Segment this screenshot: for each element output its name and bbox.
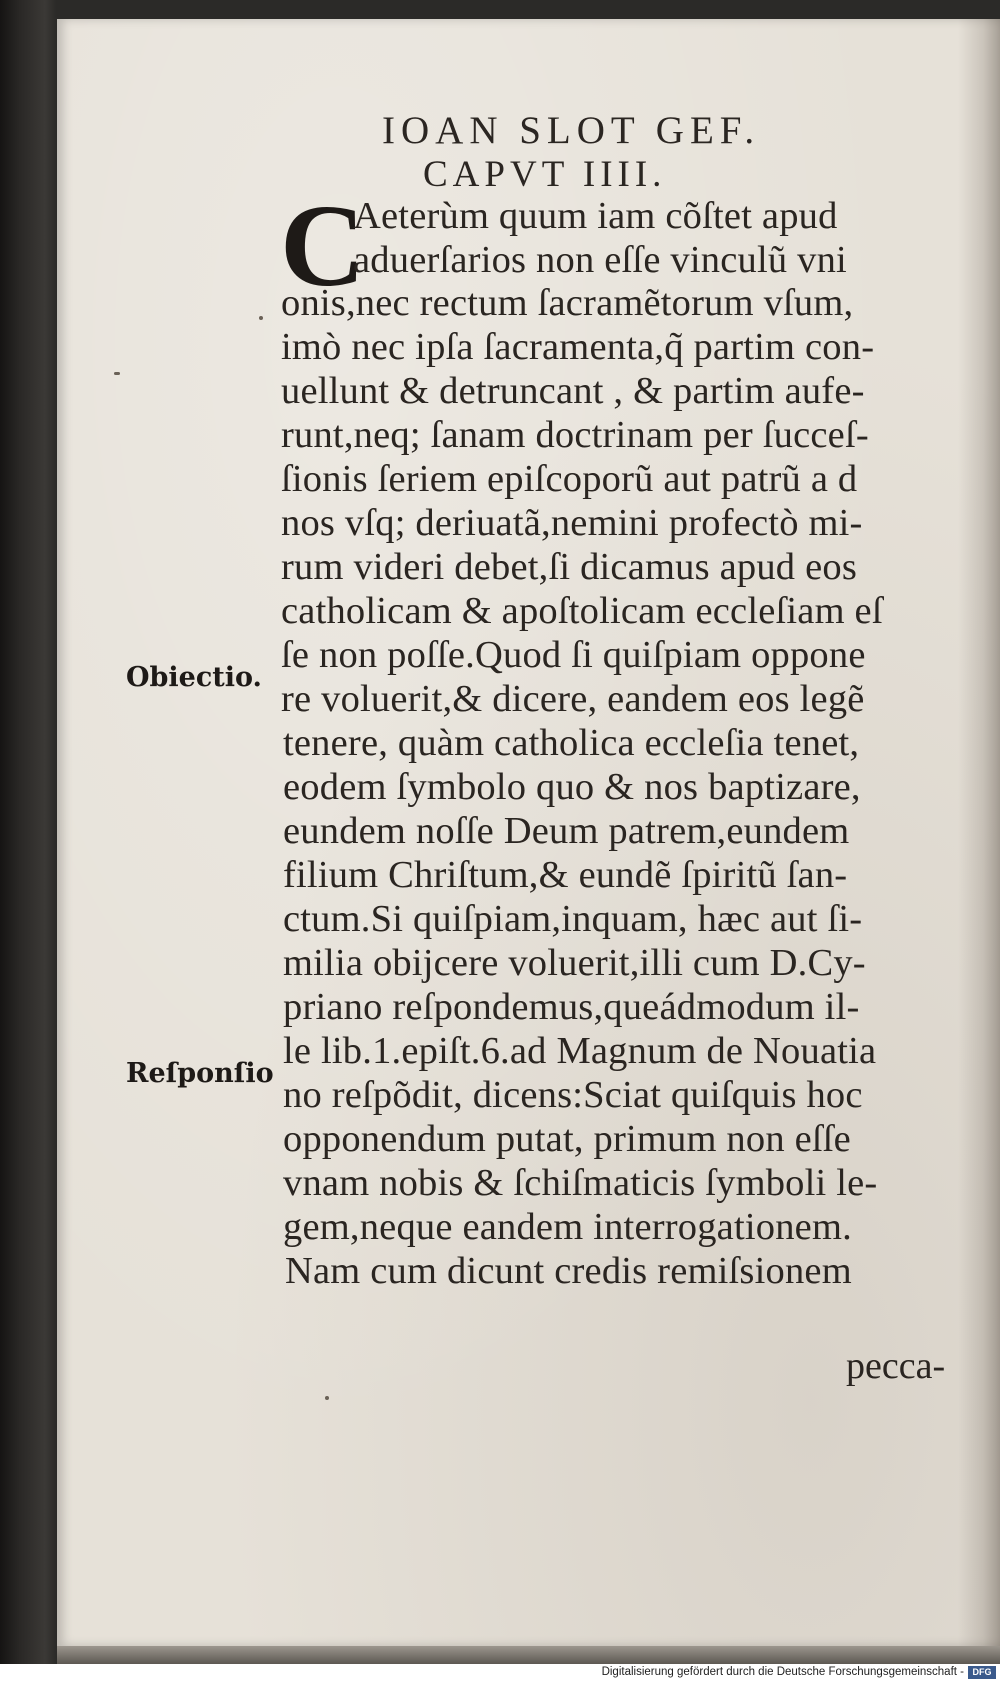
- text-line: priano reſpondemus,queádmodum il-: [283, 986, 860, 1028]
- footer-credit: Digitalisierung gefördert durch die Deutsche Forschungsgemeinschaft -: [601, 1666, 964, 1678]
- text-line: ſionis ſeriem epiſcoporũ aut patrũ a d: [281, 458, 858, 500]
- text-line: no reſpõdit, dicens:Sciat quiſquis hoc: [283, 1074, 863, 1116]
- margin-note-responsio: Reſponſio: [126, 1058, 274, 1089]
- paper-blemish: [259, 316, 263, 320]
- digitization-footer: [0, 1664, 1000, 1683]
- text-line: filium Chriſtum,& eundẽ ſpiritũ ſan-: [283, 854, 848, 896]
- page-bottom-edge: [57, 1646, 1000, 1664]
- text-line: uellunt & detruncant , & partim aufe-: [281, 370, 865, 412]
- text-line: Aeterùm quum iam cõſtet apud: [353, 195, 838, 237]
- dfg-logo: DFG: [968, 1666, 996, 1679]
- text-line: gem,neque eandem interrogationem.: [283, 1206, 852, 1248]
- text-line: re voluerit,& dicere, eandem eos legẽ: [281, 678, 865, 720]
- text-line: opponendum putat, primum non eſſe: [283, 1118, 851, 1160]
- chapter-heading: CAPVT IIII.: [423, 154, 667, 195]
- text-line: ſe non poſſe.Quod ſi quiſpiam oppone: [281, 634, 866, 676]
- text-line: le lib.1.epiſt.6.ad Magnum de Nouatia: [283, 1030, 877, 1072]
- paper-blemish: [114, 372, 120, 375]
- text-line: aduerſarios non eſſe vinculũ vni: [353, 239, 847, 281]
- paper-blemish: [325, 1396, 329, 1400]
- drop-cap-initial: C: [280, 180, 366, 311]
- text-line: ctum.Si quiſpiam,inquam, hæc aut ſi-: [283, 898, 863, 940]
- text-line: milia obijcere voluerit,illi cum D.Cy-: [283, 942, 866, 984]
- text-line: eundem noſſe Deum patrem,eundem: [283, 810, 850, 852]
- text-line: catholicam & apoſtolicam eccleſiam eſ: [281, 590, 883, 632]
- page-edge-shadow: [958, 19, 1000, 1646]
- margin-note-objectio: Obiectio.: [126, 662, 262, 693]
- text-line: tenere, quàm catholica eccleſia tenet,: [283, 722, 860, 764]
- text-line: Nam cum dicunt credis remiſsionem: [285, 1250, 852, 1292]
- text-line: onis,nec rectum ſacramẽtorum vſum,: [281, 282, 854, 324]
- text-line: eodem ſymbolo quo & nos baptizare,: [283, 766, 861, 808]
- text-line: imò nec ipſa ſacramenta,q̃ partim con-: [281, 326, 875, 368]
- text-line: nos vſq; deriuatã,nemini profectò mi-: [281, 502, 863, 544]
- text-line: vnam nobis & ſchiſmaticis ſymboli le-: [283, 1162, 878, 1204]
- running-head: IOAN SLOT GEF.: [382, 109, 761, 152]
- catchword: pecca-: [846, 1345, 946, 1387]
- text-line: rum videri debet,ſi dicamus apud eos: [281, 546, 857, 588]
- text-line: runt,neq; ſanam doctrinam per ſucceſ-: [281, 414, 869, 456]
